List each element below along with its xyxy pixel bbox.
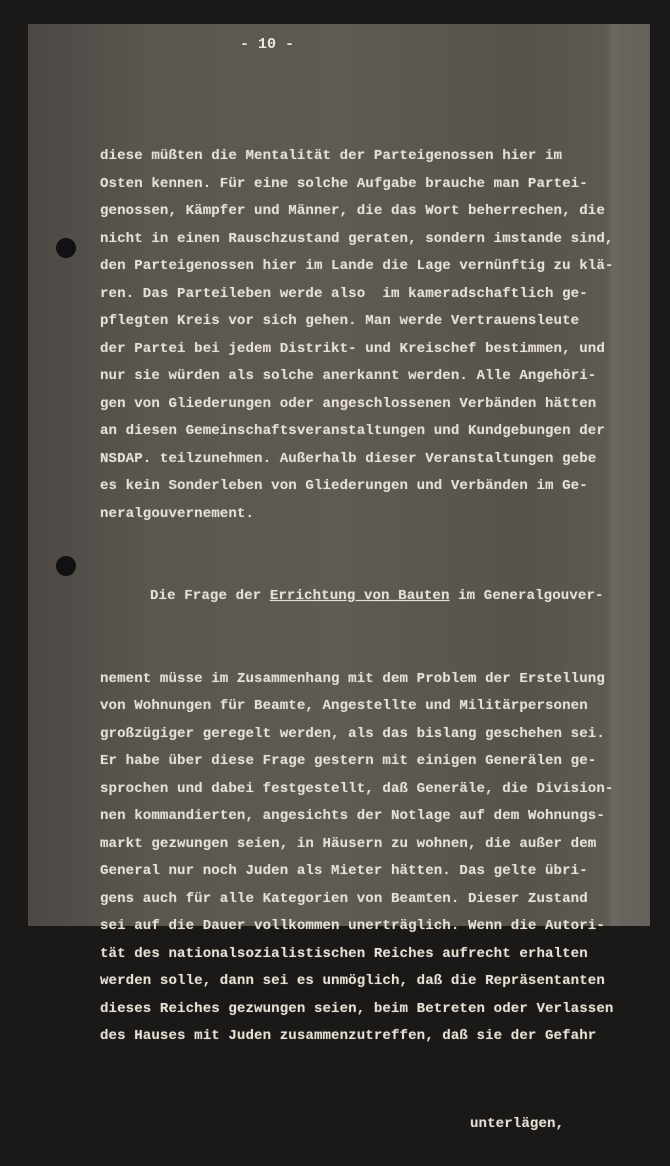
text-line: neralgouvernement.: [100, 505, 255, 522]
punch-hole: [56, 238, 76, 258]
text-line: diese müßten die Mentalität der Parteigenossen hier im: [100, 148, 563, 164]
text-line: den Parteigenossen hier im Lande die Lage vernünftig zu klä-: [100, 258, 614, 274]
paragraph-2-first-line: [100, 583, 640, 611]
text-line: tät des nationalsozialistischen Reiches aufrecht erhalten: [100, 945, 588, 962]
text-span: Die Frage der: [150, 588, 270, 604]
text-line: des Hauses mit Juden zusammenzutreffen, daß sie der Gefahr: [100, 1028, 597, 1044]
text-line: gens auch für alle Kategorien von Beamten. Dieser Zustand: [100, 890, 588, 907]
text-line: großzügiger geregelt werden, als das bislang geschehen sei.: [100, 725, 605, 742]
text-line: es kein Sonderleben von Gliederungen und Verbänden im Ge-: [100, 478, 588, 494]
text-line: an diesen Gemeinschaftsveranstaltungen und Kundgebungen der: [100, 423, 605, 439]
text-line: nicht in einen Rauschzustand geraten, sondern imstande sind,: [100, 230, 614, 247]
text-line: von Wohnungen für Beamte, Angestellte und Militärpersonen: [100, 698, 588, 714]
text-line: gen von Gliederungen oder angeschlossenen Verbänden hätten: [100, 395, 597, 412]
text-line: Osten kennen. Für eine solche Aufgabe brauche man Partei-: [100, 175, 588, 192]
text-line: dieses Reiches gezwungen seien, beim Betreten oder Verlassen: [100, 1000, 614, 1017]
text-line: der Partei bei jedem Distrikt- und Kreischef bestimmen, und: [100, 340, 605, 357]
paragraph-1: [100, 143, 640, 528]
page-number: - 10 -: [240, 36, 295, 53]
text-line: General nur noch Juden als Mieter hätten. Das gelte übri-: [100, 863, 588, 879]
text-line: NSDAP. teilzunehmen. Außerhalb dieser Veranstaltungen gebe: [100, 450, 597, 467]
catchword: unterlägen,: [470, 1115, 565, 1132]
text-line: genossen, Kämpfer und Männer, die das Wort beherrechen, die: [100, 203, 605, 219]
text-span: im Generalgouver-: [449, 588, 604, 604]
text-line: werden solle, dann sei es unmöglich, daß die Repräsentanten: [100, 973, 605, 989]
text-line: nen kommandierten, angesichts der Notlage auf dem Wohnungs-: [100, 808, 605, 824]
text-line: sei auf die Dauer vollkommen unerträglich. Wenn die Autori-: [100, 918, 605, 934]
text-line: nur sie würden als solche anerkannt werden. Alle Angehöri-: [100, 368, 597, 384]
text-line: Er habe über diese Frage gestern mit einigen Generälen ge-: [100, 753, 597, 769]
document-body: [100, 88, 640, 1166]
paragraph-2: [100, 666, 640, 1051]
text-line: nement müsse im Zusammenhang mit dem Problem der Erstellung: [100, 670, 605, 687]
text-line: markt gezwungen seien, in Häusern zu wohnen, die außer dem: [100, 835, 597, 852]
text-line: ren. Das Parteileben werde also im kameradschaftlich ge-: [100, 285, 588, 302]
text-line: pflegten Kreis vor sich gehen. Man werde Vertrauensleute: [100, 313, 580, 329]
underlined-heading: Errichtung von Bauten: [269, 588, 450, 604]
text-line: sprochen und dabei festgestellt, daß Generäle, die Division-: [100, 780, 614, 797]
punch-hole: [56, 556, 76, 576]
